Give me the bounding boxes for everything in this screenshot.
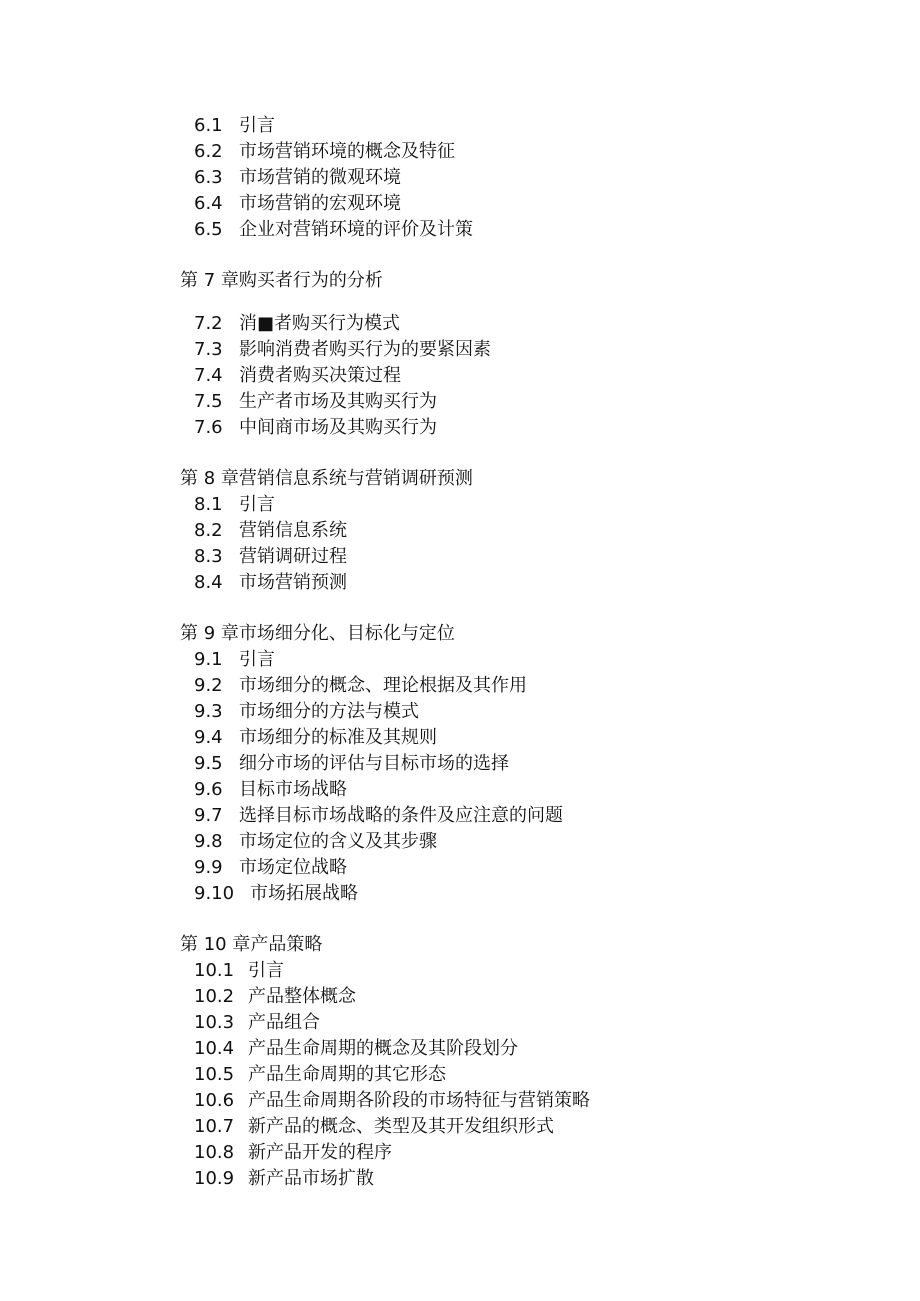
toc-item-number: 6.5 bbox=[194, 219, 223, 240]
toc-item-number: 10.3 bbox=[194, 1012, 235, 1033]
toc-item-title: 市场定位的含义及其步骤 bbox=[239, 831, 437, 852]
toc-item-number: 6.4 bbox=[194, 193, 223, 214]
toc-item-number: 6.3 bbox=[194, 167, 223, 188]
toc-item bbox=[194, 311, 400, 337]
toc-item-title: 中间商市场及其购买行为 bbox=[239, 417, 437, 438]
toc-item bbox=[194, 363, 401, 389]
toc-item-title: 生产者市场及其购买行为 bbox=[239, 391, 437, 412]
toc-item bbox=[194, 699, 419, 725]
toc-item-number: 6.2 bbox=[194, 141, 223, 162]
toc-item-title: 营销调研过程 bbox=[239, 546, 347, 567]
toc-item-number: 7.5 bbox=[194, 391, 223, 412]
toc-item-title: 消费者购买决策过程 bbox=[239, 365, 401, 386]
toc-item-number: 8.2 bbox=[194, 520, 223, 541]
toc-item bbox=[194, 415, 437, 441]
toc-item bbox=[194, 1010, 320, 1036]
toc-item bbox=[194, 855, 347, 881]
toc-item-number: 9.8 bbox=[194, 831, 223, 852]
toc-item-title: 新产品市场扩散 bbox=[248, 1168, 374, 1189]
toc-item-title: 新产品的概念、类型及其开发组织形式 bbox=[248, 1116, 554, 1137]
toc-item-title: 选择目标市场战略的条件及应注意的问题 bbox=[239, 805, 563, 826]
toc-item-number: 10.4 bbox=[194, 1038, 235, 1059]
toc-item bbox=[194, 673, 527, 699]
toc-item-number: 10.5 bbox=[194, 1064, 235, 1085]
toc-item bbox=[194, 984, 356, 1010]
toc-item-title: 引言 bbox=[248, 960, 284, 981]
toc-item bbox=[194, 518, 347, 544]
toc-item bbox=[194, 751, 509, 777]
toc-item bbox=[194, 337, 491, 363]
toc-item bbox=[194, 1062, 446, 1088]
toc-item-title: 市场营销预测 bbox=[239, 572, 347, 593]
toc-item-title: 市场营销的微观环境 bbox=[239, 167, 401, 188]
toc-item bbox=[194, 829, 437, 855]
toc-item bbox=[194, 1140, 392, 1166]
toc-item-title: 市场细分的标准及其规则 bbox=[239, 727, 437, 748]
toc-item-number: 8.4 bbox=[194, 572, 223, 593]
toc-item-title: 市场细分的概念、理论根据及其作用 bbox=[239, 675, 527, 696]
chapter-heading: 第 9 章市场细分化、目标化与定位 bbox=[180, 623, 455, 644]
toc-item-number: 7.2 bbox=[194, 313, 223, 334]
toc-item-title: 市场定位战略 bbox=[239, 857, 347, 878]
toc-item-number: 10.6 bbox=[194, 1090, 235, 1111]
toc-item bbox=[194, 165, 401, 191]
toc-item-number: 10.9 bbox=[194, 1168, 235, 1189]
toc-item-number: 10.7 bbox=[194, 1116, 235, 1137]
toc-item-number: 10.2 bbox=[194, 986, 235, 1007]
chapter-heading: 第 8 章营销信息系统与营销调研预测 bbox=[180, 468, 473, 489]
toc-item-title: 市场拓展战略 bbox=[250, 883, 358, 904]
toc-item-title: 市场营销的宏观环境 bbox=[239, 193, 401, 214]
toc-item-title: 企业对营销环境的评价及计策 bbox=[239, 219, 473, 240]
toc-item-title: 产品整体概念 bbox=[248, 986, 356, 1007]
toc-item-number: 7.4 bbox=[194, 365, 223, 386]
toc-item bbox=[194, 725, 437, 751]
toc-item-number: 9.7 bbox=[194, 805, 223, 826]
toc-item-number: 9.6 bbox=[194, 779, 223, 800]
toc-item-number: 6.1 bbox=[194, 115, 223, 136]
chapter-heading: 第 7 章购买者行为的分析 bbox=[180, 270, 383, 291]
toc-item-number: 9.5 bbox=[194, 753, 223, 774]
toc-item bbox=[194, 1166, 374, 1192]
toc-item-title: 引言 bbox=[239, 649, 275, 670]
toc-item bbox=[194, 881, 358, 907]
toc-item-number: 9.1 bbox=[194, 649, 223, 670]
toc-item-number: 9.2 bbox=[194, 675, 223, 696]
toc-item bbox=[194, 1088, 590, 1114]
toc-item-title: 引言 bbox=[239, 115, 275, 136]
toc-item-title: 新产品开发的程序 bbox=[248, 1142, 392, 1163]
toc-item bbox=[194, 777, 347, 803]
toc-item bbox=[194, 113, 275, 139]
toc-item bbox=[194, 217, 473, 243]
toc-item-number: 9.4 bbox=[194, 727, 223, 748]
toc-item bbox=[194, 958, 284, 984]
toc-item-number: 10.1 bbox=[194, 960, 235, 981]
toc-item-title: 引言 bbox=[239, 494, 275, 515]
toc-item-number: 10.8 bbox=[194, 1142, 235, 1163]
toc-item-title: 细分市场的评估与目标市场的选择 bbox=[239, 753, 509, 774]
toc-item-title: 目标市场战略 bbox=[239, 779, 347, 800]
toc-item-title: 产品生命周期的概念及其阶段划分 bbox=[248, 1038, 518, 1059]
toc-item bbox=[194, 803, 563, 829]
toc-item bbox=[194, 191, 401, 217]
toc-item-number: 9.3 bbox=[194, 701, 223, 722]
toc-item-number: 8.3 bbox=[194, 546, 223, 567]
toc-item-number: 7.6 bbox=[194, 417, 223, 438]
toc-item-title: 营销信息系统 bbox=[239, 520, 347, 541]
toc-item bbox=[194, 139, 455, 165]
toc-item-title: 消■者购买行为模式 bbox=[239, 313, 401, 334]
toc-item-title: 产品生命周期的其它形态 bbox=[248, 1064, 446, 1085]
toc-item-number: 8.1 bbox=[194, 494, 223, 515]
toc-item bbox=[194, 1036, 518, 1062]
toc-item-title: 市场营销环境的概念及特征 bbox=[239, 141, 455, 162]
toc-item-title: 市场细分的方法与模式 bbox=[239, 701, 419, 722]
toc-item-title: 影响消费者购买行为的要紧因素 bbox=[239, 339, 491, 360]
toc-item-title: 产品组合 bbox=[248, 1012, 320, 1033]
chapter-heading: 第 10 章产品策略 bbox=[180, 934, 323, 955]
toc-item bbox=[194, 389, 437, 415]
toc-item-title: 产品生命周期各阶段的市场特征与营销策略 bbox=[248, 1090, 590, 1111]
toc-item bbox=[194, 492, 275, 518]
toc-item-number: 9.10 bbox=[194, 883, 235, 904]
toc-item-number: 9.9 bbox=[194, 857, 223, 878]
toc-item bbox=[194, 544, 347, 570]
toc-item bbox=[194, 647, 275, 673]
toc-item bbox=[194, 570, 347, 596]
toc-item-number: 7.3 bbox=[194, 339, 223, 360]
toc-item bbox=[194, 1114, 554, 1140]
